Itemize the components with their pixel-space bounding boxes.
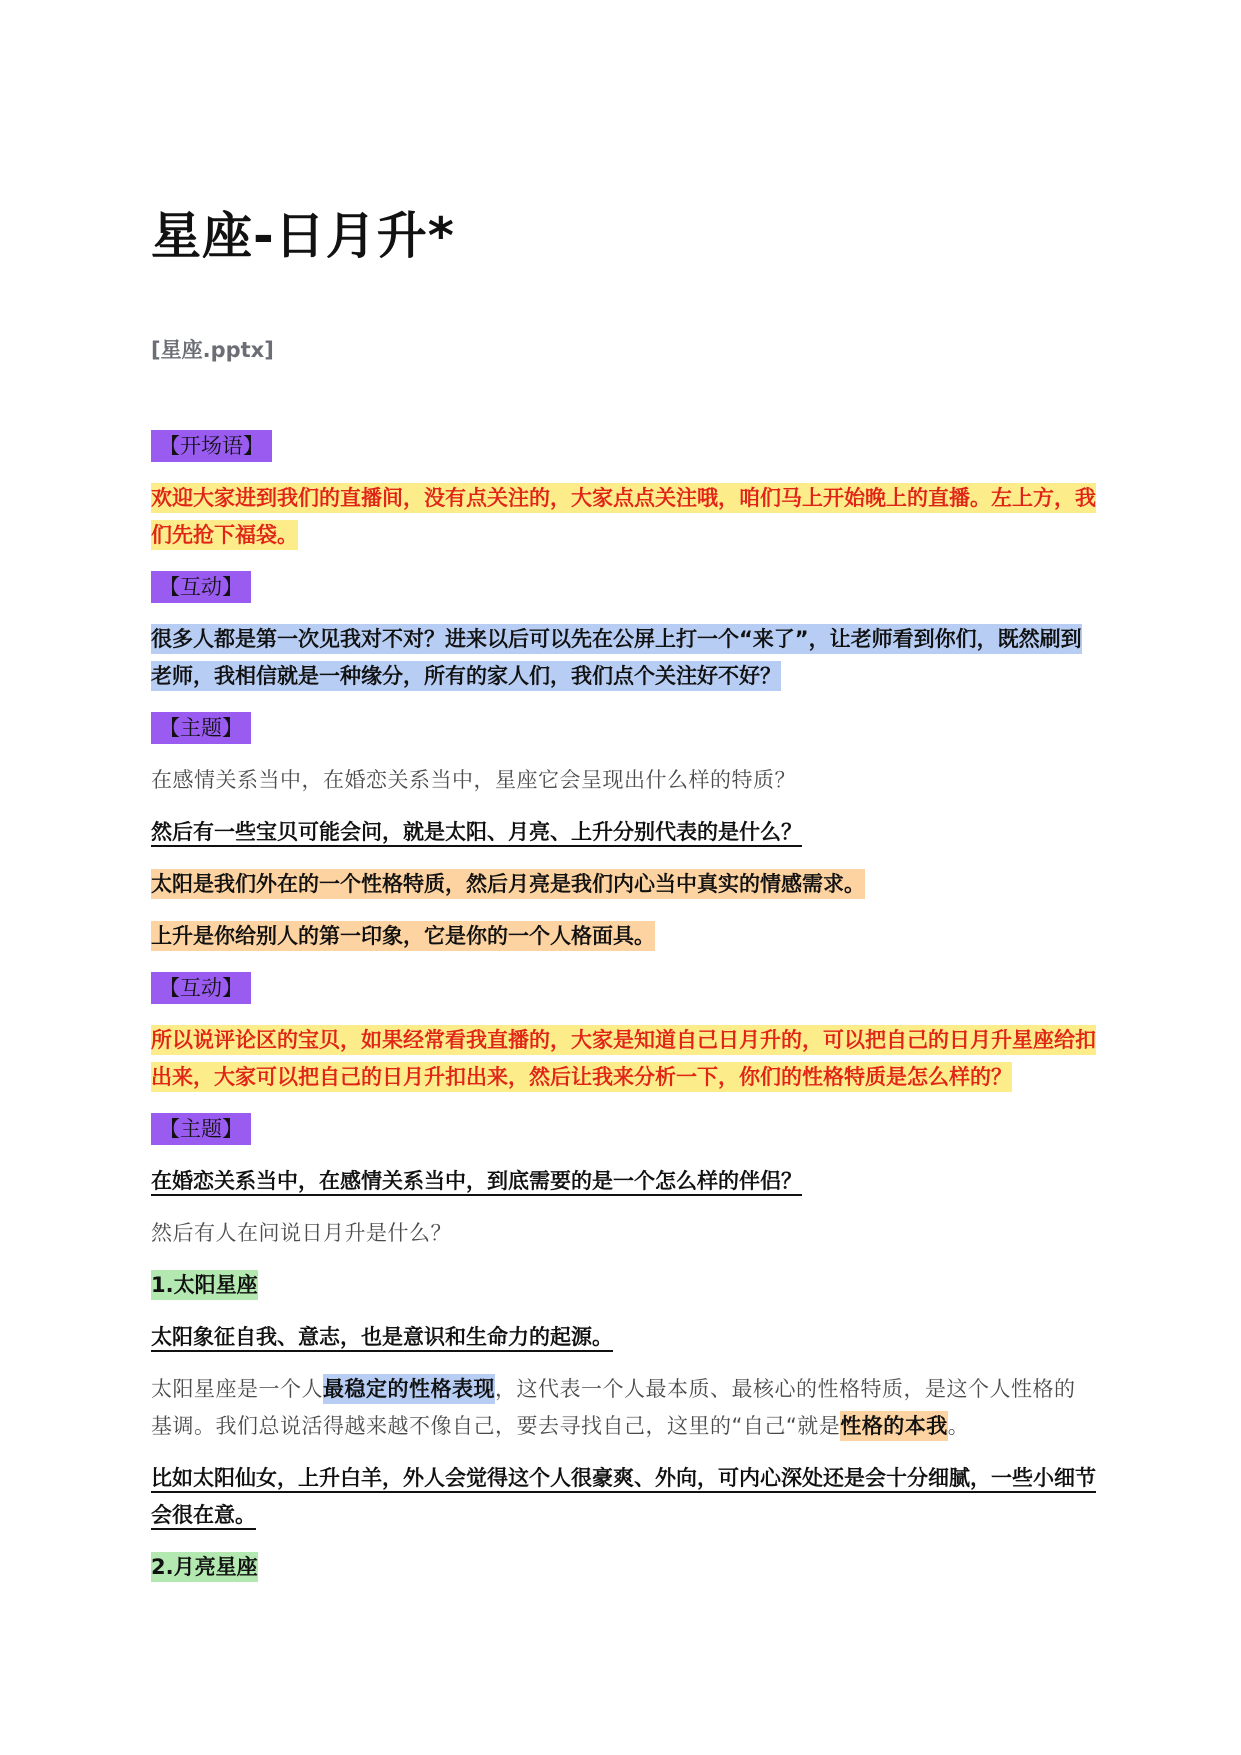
interact-tag-block-2 [151,970,1096,1007]
moon-heading-block [151,1549,1096,1586]
section-tag-topic-2: 【主题】 [151,1113,251,1145]
topic-2-line-2: 然后有人在问说日月升是什么？ [151,1221,452,1245]
topic-1-line-3-block [151,866,1096,903]
sun-paragraph-highlight-self: 性格的本我 [840,1411,948,1441]
sun-paragraph-part-a: 太阳星座是一个人 [151,1377,323,1401]
topic-tag-block-2 [151,1111,1096,1148]
topic-2-line-1-block [151,1163,1096,1200]
interact-text-1: 很多人都是第一次见我对不对？进来以后可以先在公屏上打一个“来了”，让老师看到你们，既然刷到老师，我相信就是一种缘分，所有的家人们，我们点个关注好不好？ [151,624,1082,691]
document-title: 星座-日月升* [151,207,455,265]
sun-heading-block [151,1267,1096,1304]
topic-1-line-4-block [151,918,1096,955]
sun-example: 比如太阳仙女，上升白羊，外人会觉得这个人很豪爽、外向，可内心深处还是会十分细腻，一些小细节会很在意。 [151,1466,1096,1527]
section-tag-topic: 【主题】 [151,712,251,744]
section-tag-interact-2: 【互动】 [151,972,251,1004]
opening-tag-block [151,428,1096,465]
interact-paragraph-1 [151,621,1096,695]
topic-1-line-3: 太阳是我们外在的一个性格特质，然后月亮是我们内心当中真实的情感需求。 [151,869,865,899]
attachment-link[interactable]: [星座.pptx] [151,338,274,362]
sun-example-block [151,1460,1096,1534]
topic-1-line-1: 在感情关系当中，在婚恋关系当中，星座它会呈现出什么样的特质？ [151,768,796,792]
opening-text: 欢迎大家进到我们的直播间，没有点关注的，大家点点关注哦，咱们马上开始晚上的直播。左上方，我们先抢下福袋。 [151,483,1096,550]
topic-1-line-2-block [151,814,1096,851]
topic-tag-block-1 [151,710,1096,747]
sun-line-1-block [151,1319,1096,1356]
sun-line-1: 太阳象征自我、意志，也是意识和生命力的起源。 [151,1325,613,1349]
sun-paragraph-part-c: ，这代表一个人最本质、最核心的性格特质，是这个人性格的基调。我们总说活得越来越不像自己，要去寻找自己，这里的“自己“就是 [151,1377,1076,1438]
moon-sign-heading: 2.月亮星座 [151,1552,258,1582]
interact-tag-block-1 [151,569,1096,606]
topic-2-line-1: 在婚恋关系当中，在感情关系当中，到底需要的是一个怎么样的伴侣？ [151,1169,802,1193]
opening-paragraph [151,480,1096,554]
sun-paragraph [151,1371,1096,1445]
sun-sign-heading: 1.太阳星座 [151,1270,258,1300]
sun-paragraph-highlight-stable: 最稳定的性格表现 [323,1374,495,1404]
document-body [151,428,1096,1601]
interact-paragraph-2 [151,1022,1096,1096]
section-tag-opening: 【开场语】 [151,430,272,462]
interact-text-2: 所以说评论区的宝贝，如果经常看我直播的，大家是知道自己日月升的，可以把自己的日月升星座给扣出来，大家可以把自己的日月升扣出来，然后让我来分析一下，你们的性格特质是怎么样的？ [151,1025,1096,1092]
sun-paragraph-part-e: 。 [947,1414,970,1438]
section-tag-interact: 【互动】 [151,571,251,603]
topic-1-line-4: 上升是你给别人的第一印象，它是你的一个人格面具。 [151,921,655,951]
topic-1-line-2: 然后有一些宝贝可能会问，就是太阳、月亮、上升分别代表的是什么？ [151,820,802,844]
